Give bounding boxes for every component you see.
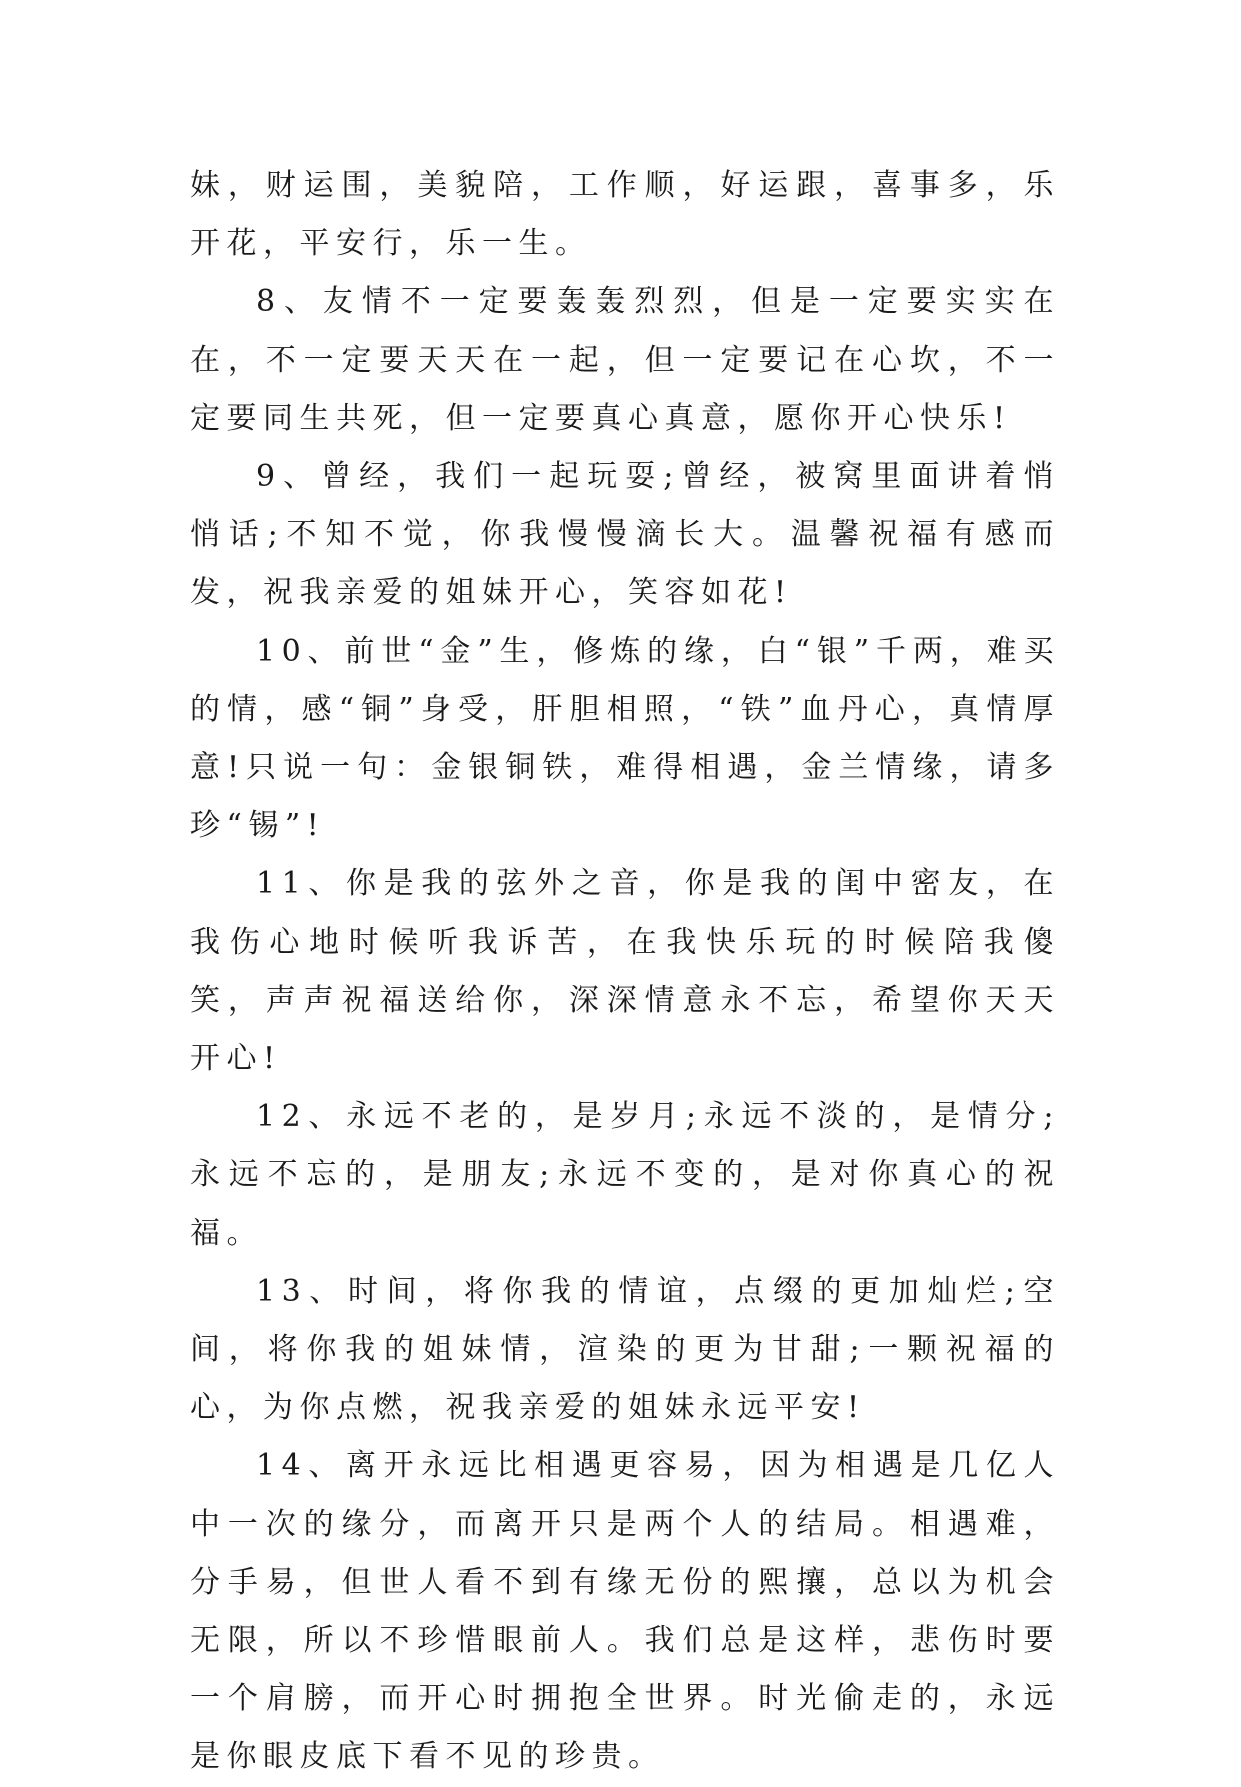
paragraph-continued: 妹，财运围，美貌陪，工作顺，好运跟，喜事多，乐开花，平安行，乐一生。 <box>190 168 1060 262</box>
paragraph-item-13: 13、时间，将你我的情谊，点缀的更加灿烂;空间，将你我的姐妹情，渲染的更为甘甜;一颗祝福的心，为你点燃，祝我亲爱的姐妹永远平安! <box>190 1273 1060 1426</box>
paragraph-item-10: 10、前世“金”生，修炼的缘，白“银”千两，难买的情，感“铜”身受，肝胆相照，“铁”血丹心，真情厚意!只说一句：金银铜铁，难得相遇，金兰情缘，请多珍“锡”! <box>190 633 1060 844</box>
document-body <box>190 157 1060 1787</box>
paragraph-item-12: 12、永远不老的，是岁月;永远不淡的，是情分;永远不忘的，是朋友;永远不变的，是对你真心的祝福。 <box>190 1099 1060 1251</box>
paragraph-item-11: 11、你是我的弦外之音，你是我的闺中密友，在我伤心地时候听我诉苦，在我快乐玩的时候陪我傻笑，声声祝福送给你，深深情意永不忘，希望你天天开心! <box>190 866 1060 1077</box>
paragraph-item-9: 9、曾经，我们一起玩耍;曾经，被窝里面讲着悄悄话;不知不觉，你我慢慢滴长大。温馨祝福有感而发，祝我亲爱的姐妹开心，笑容如花! <box>190 459 1060 611</box>
paragraph-item-8: 8、友情不一定要轰轰烈烈，但是一定要实实在在，不一定要天天在一起，但一定要记在心坎，不一定要同生共死，但一定要真心真意，愿你开心快乐! <box>190 284 1060 436</box>
paragraph-item-14: 14、离开永远比相遇更容易，因为相遇是几亿人中一次的缘分，而离开只是两个人的结局。相遇难，分手易，但世人看不到有缘无份的熙攘，总以为机会无限，所以不珍惜眼前人。我们总是这样，悲伤时要一个肩膀，而开心时拥抱全世界。时光偷走的，永远是你眼皮底下看不见的珍贵。 <box>190 1448 1060 1775</box>
